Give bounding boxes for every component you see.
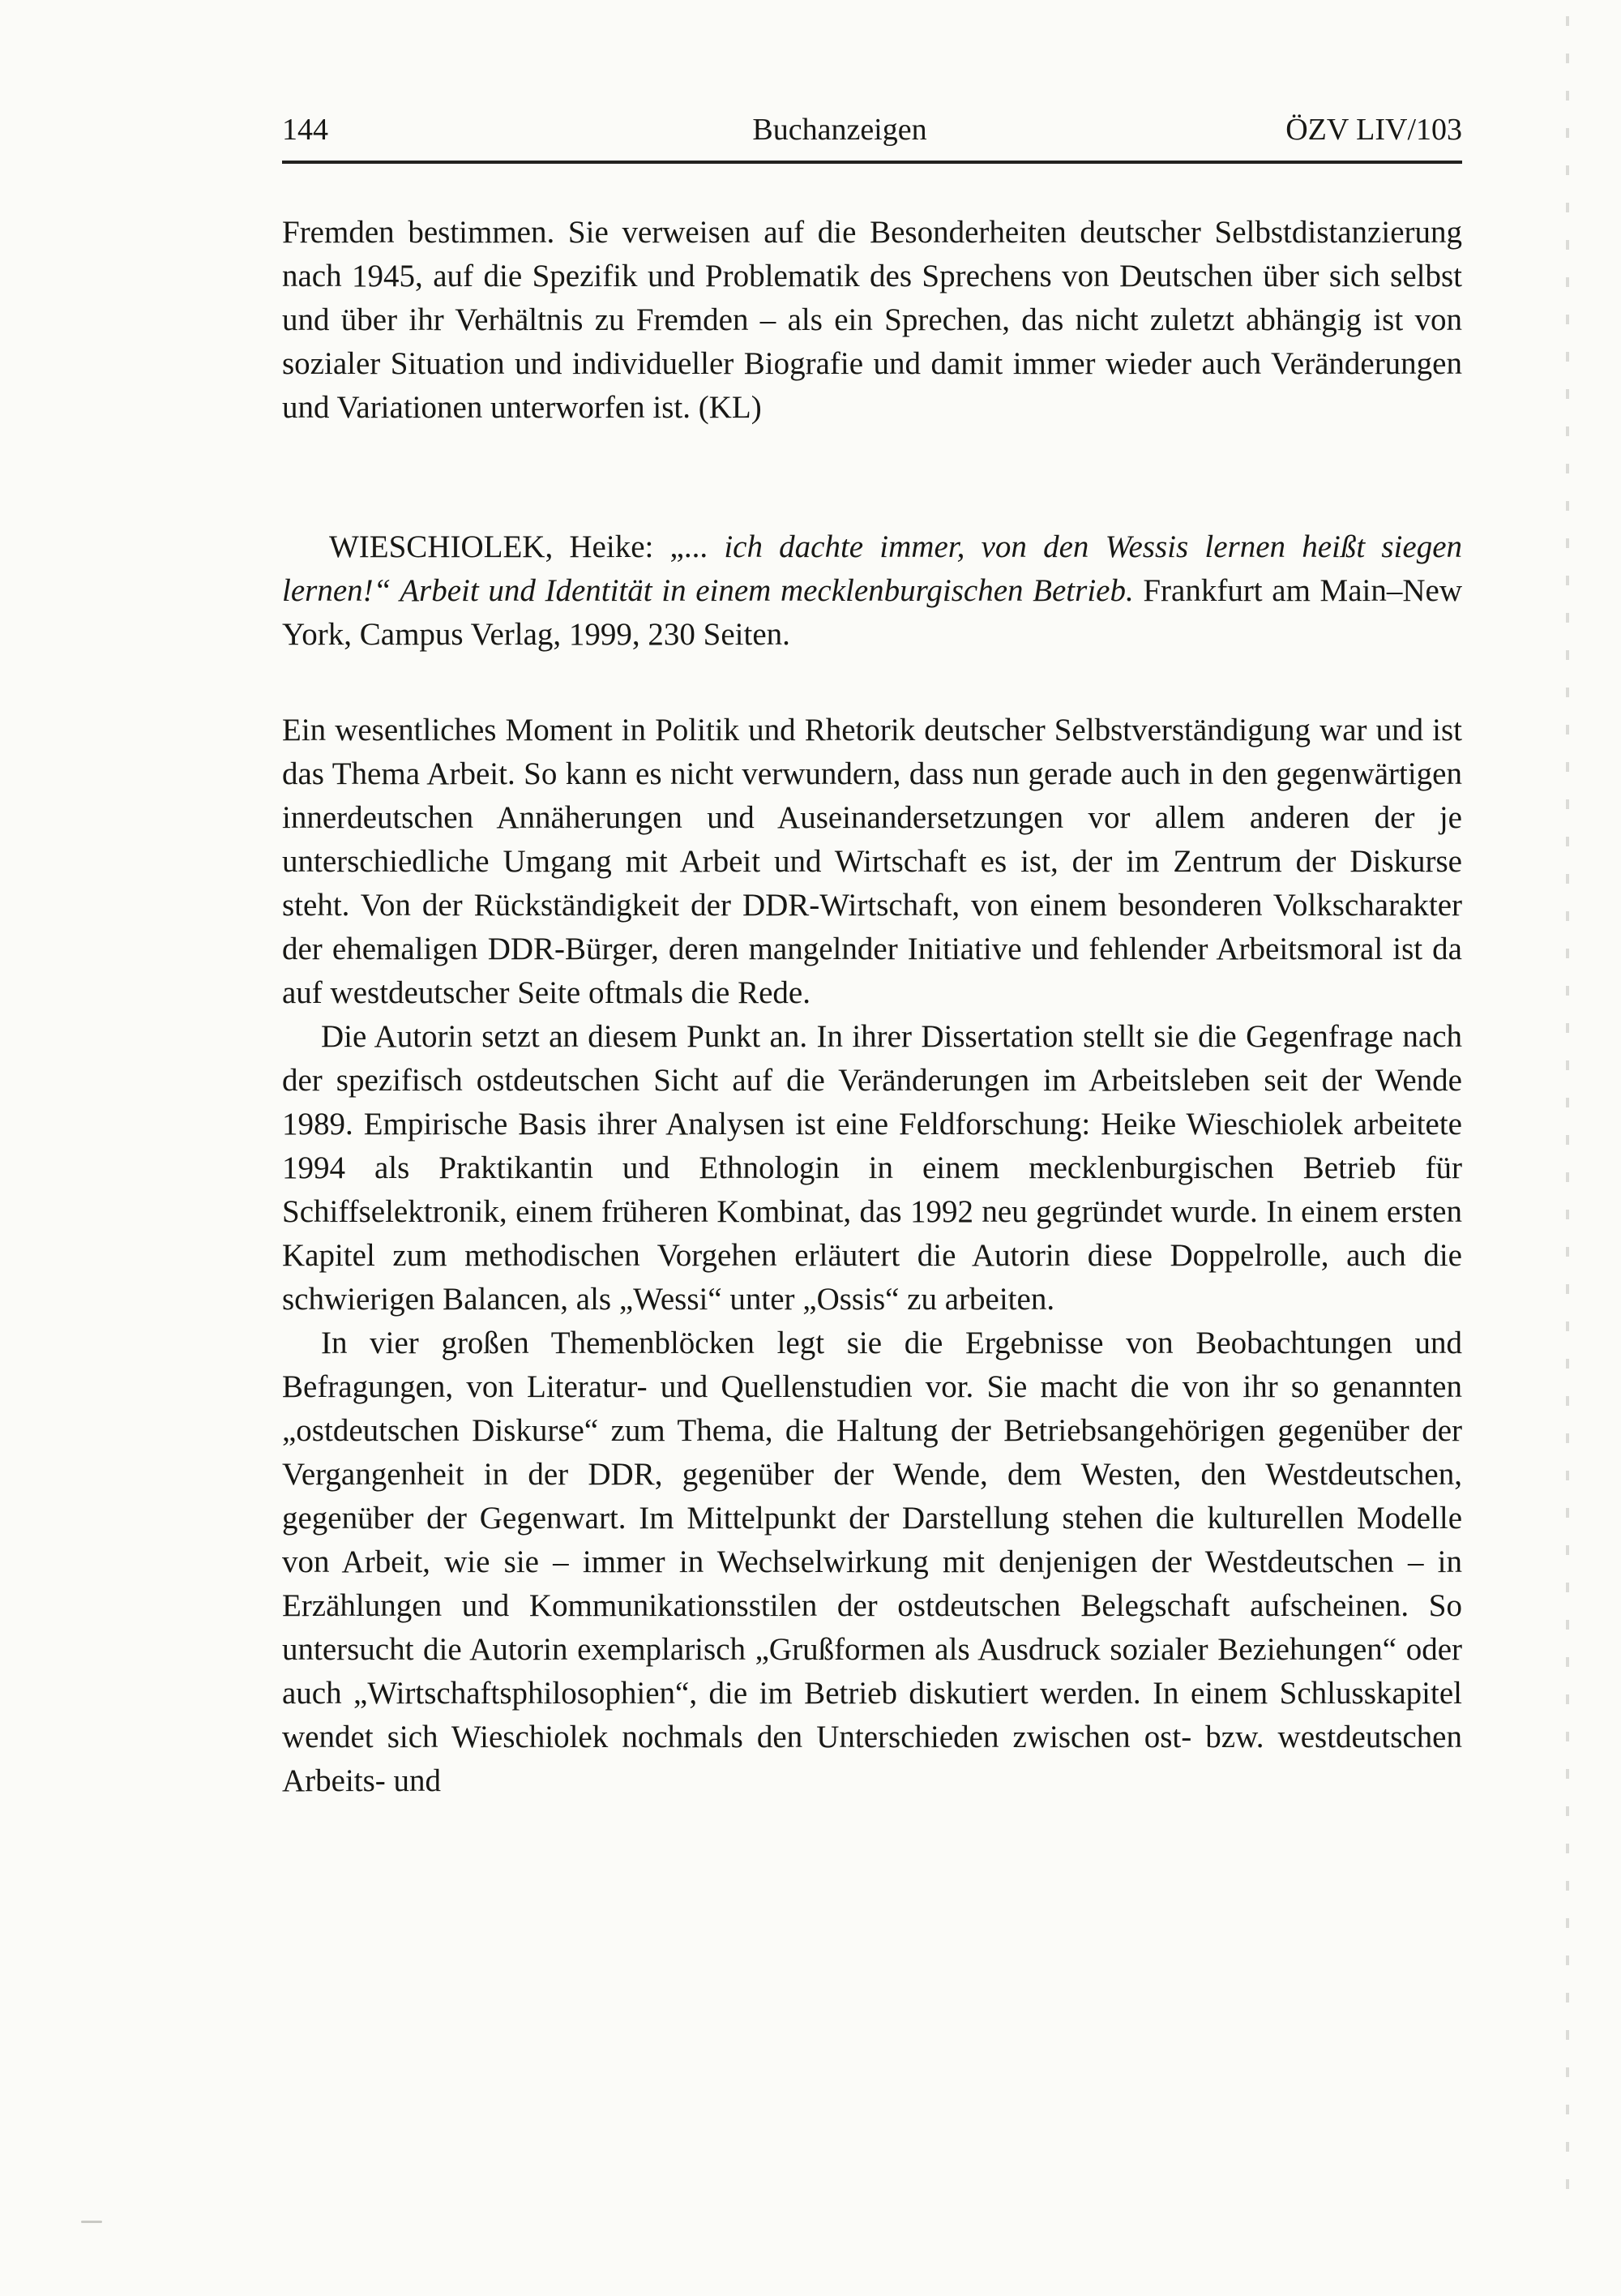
header-rule bbox=[282, 161, 1462, 164]
page-number: 144 bbox=[282, 113, 328, 147]
citation-author-and-quote-open: WIESCHIOLEK, Heike: „... bbox=[329, 529, 725, 564]
page-body-text bbox=[282, 211, 1462, 1803]
running-title: Buchanzeigen bbox=[752, 113, 927, 147]
page-header bbox=[282, 112, 1462, 148]
review-paragraph-2: Die Autorin setzt an diesem Punkt an. In ihrer Dissertation stellt sie die Gegenfrage nach der spezifisch ostdeutschen Sicht auf die Veränderungen im Arbeitsleben seit der Wende 1989. Empirische Basis ihrer Analysen ist eine Feldforschung: Heike Wieschiolek arbeitete 1994 als Praktikantin und Ethnologin in einem mecklenburgischen Betrieb für Schiffselektronik, einem früheren Kombinat, das 1992 neu gegründet wurde. In einem ersten Kapitel zum methodischen Vorgehen erläutert die Autorin diese Doppelrolle, auch die schwierigen Balancen, als „Wessi“ unter „Ossis“ zu arbeiten. bbox=[282, 1019, 1462, 1317]
text-column bbox=[282, 112, 1462, 1803]
scan-perforation-marks bbox=[1566, 16, 1569, 2205]
journal-issue-ref: ÖZV LIV/103 bbox=[1285, 113, 1462, 147]
review-paragraph-1: Ein wesentliches Moment in Politik und Rhetorik deutscher Selbstverständigung war und ist das Thema Arbeit. So kann es nicht verwundern, dass nun gerade auch in den gegenwärtigen innerdeutschen Annäherungen und Auseinandersetzungen vor allem anderen der je unterschiedliche Umgang mit Arbeit und Wirtschaft es ist, der im Zentrum der Diskurse steht. Von der Rückständigkeit der DDR-Wirtschaft, von einem besonderen Volkscharakter der ehemaligen DDR-Bürger, deren mangelnder Initiative und fehlender Arbeitsmoral ist da auf westdeutscher Seite oftmals die Rede. bbox=[282, 713, 1462, 1010]
book-citation bbox=[282, 525, 1462, 657]
previous-review-closing-paragraph: Fremden bestimmen. Sie verweisen auf die Besonderheiten deutscher Selbstdistanzierung nach 1945, auf die Spezifik und Problematik des Sprechens von Deutschen über sich selbst und über ihr Verhältnis zu Fremden – als ein Sprechen, das nicht zuletzt abhängig ist von sozialer Situation und individueller Biografie und damit immer wieder auch Veränderungen und Variationen unterworfen ist. (KL) bbox=[282, 215, 1462, 425]
citation-book-title: ich dachte immer, von den Wessis lernen heißt siegen lernen!“ Arbeit und Identität in einem mecklenburgischen Betrieb. bbox=[282, 529, 1463, 608]
review-paragraph-3: In vier großen Themenblöcken legt sie die Ergebnisse von Beobachtungen und Befragungen, von Literatur- und Quellenstudien vor. Sie macht die von ihr so genannten „ostdeutschen Diskurse“ zum Thema, die Haltung der Betriebsangehörigen gegenüber der Vergangenheit in der DDR, gegenüber der Wende, dem Westen, den Westdeutschen, gegenüber der Gegenwart. Im Mittelpunkt der Darstellung stehen die kulturellen Modelle von Arbeit, wie sie – immer in Wechselwirkung mit denjenigen der Westdeutschen – in Erzählungen und Kommunikationsstilen der ostdeutschen Belegschaft aufscheinen. So untersucht die Autorin exemplarisch „Grußformen als Ausdruck sozialer Beziehungen“ oder auch „Wirtschaftsphilosophien“, die im Betrieb diskutiert werden. In einem Schlusskapitel wendet sich Wieschiolek nochmals den Unterschieden zwischen ost- bzw. westdeutschen Arbeits- und bbox=[282, 1326, 1462, 1798]
citation-publication-info: Frankfurt am Main–New York, Campus Verlag, 1999, 230 Seiten. bbox=[282, 573, 1463, 652]
scan-smudge-mark bbox=[81, 2221, 102, 2223]
book-review-text bbox=[282, 709, 1462, 1803]
